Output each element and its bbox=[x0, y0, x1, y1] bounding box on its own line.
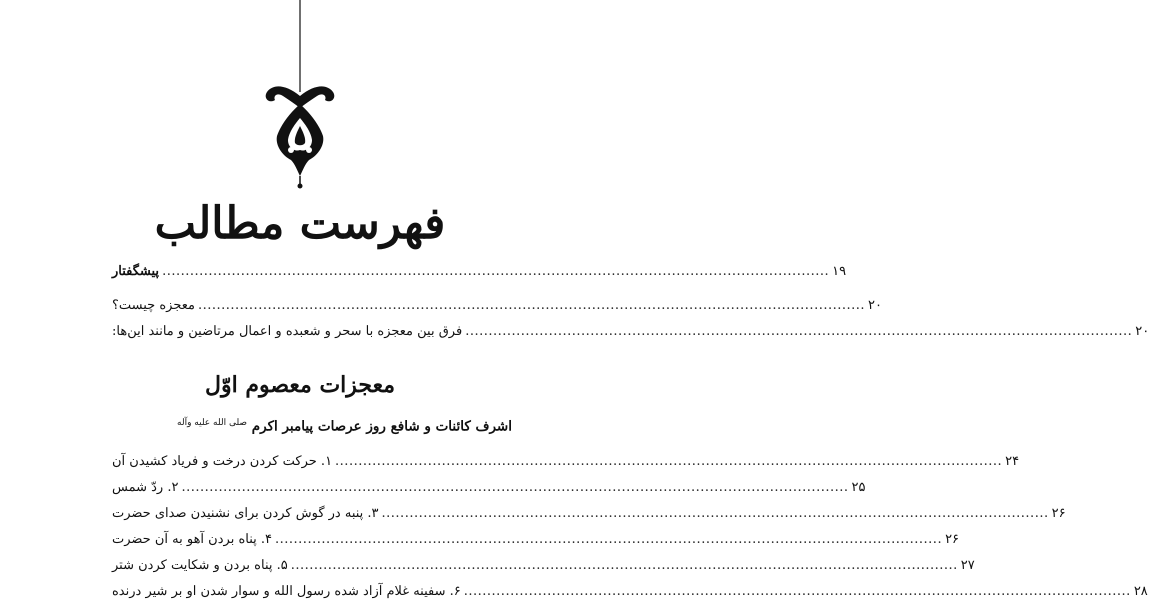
toc-entry-miracle-vs-magic[interactable] bbox=[112, 324, 1150, 346]
toc-entry-label: فرق بین معجزه با سحر و شعبده و اعمال مرتاضین و مانند این‌ها: bbox=[112, 324, 463, 339]
toc-page-number: ۲۶ bbox=[1051, 506, 1066, 521]
toc-entry-label: معجزه چیست؟ bbox=[112, 298, 195, 313]
dot-leader: ................................................................................................................................................ bbox=[381, 506, 1049, 521]
toc-entry-5[interactable] bbox=[112, 558, 975, 580]
dot-leader: ................................................................................................................................................ bbox=[465, 324, 1133, 339]
dot-leader: ................................................................................................................................................ bbox=[162, 264, 830, 279]
decorative-ornament-icon bbox=[255, 0, 345, 190]
dot-leader: ................................................................................................................................................ bbox=[290, 558, 958, 573]
dot-leader: ................................................................................................................................................ bbox=[335, 454, 1003, 469]
toc-entry-label: ۳. پنبه در گوش کردن برای نشنیدن صدای حضرت bbox=[112, 506, 379, 521]
toc-entry-6[interactable] bbox=[112, 584, 1148, 606]
toc-entry-label: ۱. حرکت کردن درخت و فریاد کشیدن آن bbox=[112, 454, 333, 469]
toc-entry-label: ۲. ردّ شمس bbox=[112, 480, 179, 495]
toc-entry-what-is-miracle[interactable] bbox=[112, 298, 882, 320]
dot-leader: ................................................................................................................................................ bbox=[181, 480, 849, 495]
toc-entry-2[interactable] bbox=[112, 480, 866, 502]
toc-entry-label: ۵. پناه بردن و شکایت کردن شتر bbox=[112, 558, 288, 573]
toc-entry-3[interactable] bbox=[112, 506, 1066, 528]
toc-entry-4[interactable] bbox=[112, 532, 960, 554]
toc-page-number: ۲۸ bbox=[1133, 584, 1148, 599]
section-heading: معجزات معصوم اوّل bbox=[204, 372, 396, 398]
dot-leader: ................................................................................................................................................ bbox=[275, 532, 943, 547]
toc-entry-label: ۶. سفینه غلام آزاد شده رسول الله و سوار شدن او بر شیر درنده bbox=[112, 584, 461, 599]
toc-entry-label: پیشگفتار bbox=[112, 264, 160, 279]
toc-page-number: ۲۴ bbox=[1005, 454, 1020, 469]
toc-page-number: ۲۷ bbox=[960, 558, 975, 573]
toc-page-number: ۱۹ bbox=[832, 264, 847, 279]
toc-entry-1[interactable] bbox=[112, 454, 1020, 476]
toc-page-number: ۲۰ bbox=[868, 298, 882, 313]
honorific-mark: صلی الله علیه وآله bbox=[177, 418, 248, 428]
toc-entry-preface[interactable] bbox=[112, 264, 847, 286]
dot-leader: ................................................................................................................................................ bbox=[463, 584, 1131, 599]
page-title: فهرست مطالب bbox=[154, 198, 446, 249]
toc-entry-label: ۴. پناه بردن آهو به آن حضرت bbox=[112, 532, 273, 547]
toc-page-number: ۲۰ bbox=[1135, 324, 1150, 339]
toc-page-number: ۲۵ bbox=[851, 480, 866, 495]
dot-leader: ................................................................................................................................................ bbox=[197, 298, 866, 313]
section-subheading bbox=[177, 418, 512, 435]
toc-page-number: ۲۶ bbox=[945, 532, 960, 547]
section-subheading-text: اشرف کائنات و شافع روز عرصات پیامبر اکرم bbox=[251, 418, 512, 435]
